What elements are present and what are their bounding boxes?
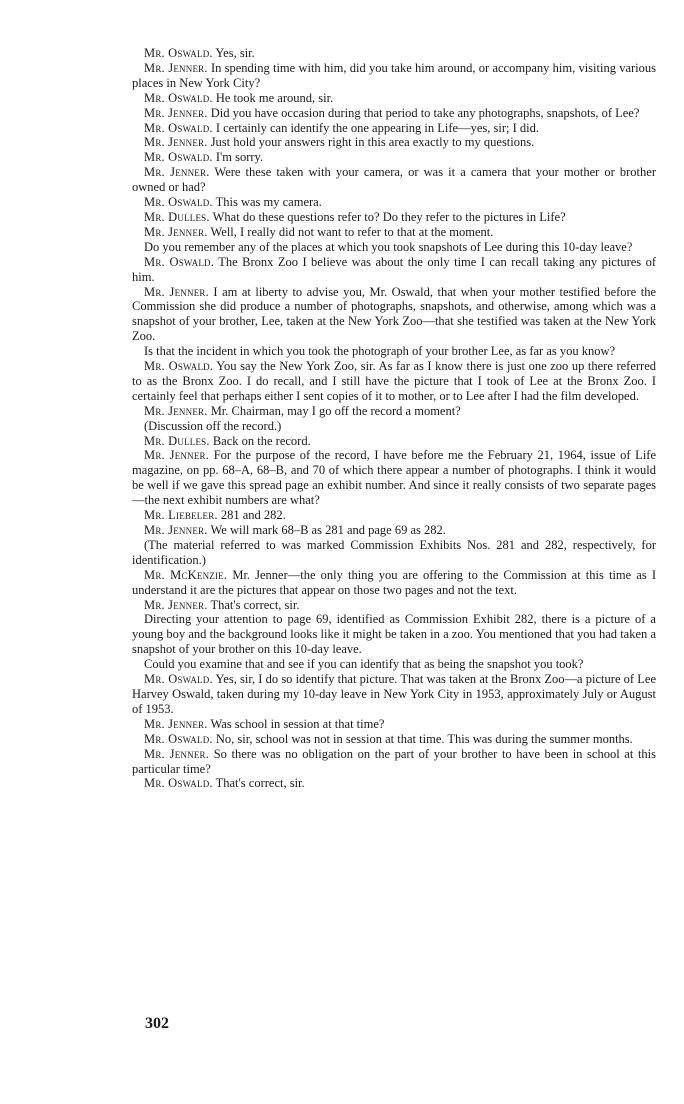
paragraph-text: I am at liberty to advise you, Mr. Oswald, that when your mother testified before the Commission she did produce a number of photographs, snapshots, and otherwise, among which was a snapshot of your brother, Lee, taken at the New York Zoo—that she testified was taken at the New York Zoo. — [132, 284, 656, 344]
speaker-name: Mr. Jenner. — [144, 60, 208, 75]
transcript-paragraph — [132, 135, 656, 150]
transcript-paragraph — [132, 359, 656, 404]
transcript-paragraph — [132, 657, 656, 672]
transcript-paragraph — [132, 46, 656, 61]
speaker-name: Mr. Oswald. — [144, 46, 213, 60]
transcript-paragraph — [132, 598, 656, 613]
paragraph-text: He took me around, sir. — [215, 90, 334, 105]
paragraph-text: In spending time with him, did you take him around, or accompany him, visiting various places in New York City? — [132, 60, 656, 90]
speaker-name: Mr. Oswald. — [144, 195, 213, 210]
paragraph-text: What do these questions refer to? Do they refer to the pictures in Life? — [212, 209, 566, 224]
speaker-name: Mr. Jenner. — [144, 135, 208, 150]
transcript-paragraph — [132, 419, 656, 434]
speaker-name: Mr. Oswald. — [144, 359, 214, 374]
transcript-paragraph — [132, 448, 656, 508]
paragraph-text: I'm sorry. — [215, 150, 264, 165]
transcript-paragraph — [132, 195, 656, 210]
page-number: 302 — [145, 1015, 169, 1032]
speaker-name: Mr. Oswald. — [144, 776, 213, 791]
transcript-paragraph — [132, 91, 656, 106]
speaker-name: Mr. Oswald. — [144, 731, 213, 746]
speaker-name: Mr. Jenner. — [144, 105, 208, 120]
paragraph-text: For the purpose of the record, I have before me the February 21, 1964, issue of Life magazine, on pp. 68–A, 68–B, and 70 of which there appear a number of photographs. I think it would be well if we gave this spread page an exhibit number. And since it really consists of two separate pages—the next exhibit numbers are what? — [132, 448, 656, 508]
transcript-paragraph — [132, 523, 656, 538]
paragraph-text: The Bronx Zoo I believe was about the only time I can recall taking any pictures of him. — [132, 254, 657, 284]
paragraph-text: Mr. Chairman, may I go off the record a moment? — [210, 403, 461, 418]
transcript-paragraph — [132, 404, 656, 419]
paragraph-text: (Discussion off the record.) — [144, 418, 282, 433]
paragraph-text: Yes, sir. — [215, 46, 255, 60]
transcript-paragraph — [132, 255, 656, 285]
speaker-name: Mr. Oswald. — [144, 120, 213, 135]
transcript-paragraph — [132, 434, 656, 449]
speaker-name: Mr. Oswald. — [144, 254, 215, 269]
speaker-name: Mr. Jenner. — [144, 746, 210, 761]
paragraph-text: That's correct, sir. — [215, 776, 305, 791]
paragraph-text: Just hold your answers right in this area exactly to my questions. — [210, 135, 535, 150]
transcript-paragraph — [132, 106, 656, 121]
paragraph-text: I certainly can identify the one appearing in Life—yes, sir; I did. — [215, 120, 539, 135]
transcript-paragraph — [132, 776, 656, 791]
transcript-paragraph — [132, 672, 656, 717]
transcript-paragraph — [132, 61, 656, 91]
speaker-name: Mr. Oswald. — [144, 90, 213, 105]
paragraph-text: Could you examine that and see if you can identify that as being the snapshot you took? — [144, 657, 584, 672]
paragraph-text: 281 and 282. — [220, 508, 286, 523]
transcript-paragraph — [132, 165, 656, 195]
speaker-name: Mr. Liebeler. — [144, 508, 218, 523]
speaker-name: Mr. Jenner. — [144, 403, 208, 418]
speaker-name: Mr. Jenner. — [144, 523, 208, 537]
transcript-paragraph — [132, 344, 656, 359]
paragraph-text: (The material referred to was marked Commission Exhibits Nos. 281 and 282, respectively, for identification.) — [132, 537, 656, 567]
paragraph-text: Back on the record. — [212, 433, 311, 448]
paragraph-text: Was school in session at that time? — [210, 716, 385, 731]
speaker-name: Mr. Jenner. — [144, 716, 208, 731]
paragraph-text: No, sir, school was not in session at that time. This was during the summer months. — [215, 731, 633, 746]
transcript-paragraph — [132, 150, 656, 165]
transcript-paragraph — [132, 285, 656, 345]
speaker-name: Mr. Jenner. — [144, 224, 208, 239]
transcript-page — [132, 46, 656, 791]
paragraph-text: Did you have occasion during that period to take any photographs, snapshots, of Lee? — [210, 105, 640, 120]
speaker-name: Mr. Oswald. — [144, 672, 213, 687]
paragraph-text: Do you remember any of the places at which you took snapshots of Lee during this 10-day leave? — [144, 239, 633, 254]
paragraph-text: That's correct, sir. — [210, 597, 300, 612]
speaker-name: Mr. Jenner. — [144, 597, 208, 612]
transcript-paragraph — [132, 508, 656, 523]
paragraph-text: This was my camera. — [215, 195, 322, 210]
transcript-paragraph — [132, 612, 656, 657]
paragraph-text: Mr. Jenner—the only thing you are offering to the Commission at this time as I understand it are the pictures that appear on those two pages and not the text. — [132, 567, 656, 597]
speaker-name: Mr. Jenner. — [144, 448, 210, 463]
transcript-paragraph — [132, 121, 656, 136]
speaker-name: Mr. Jenner. — [144, 284, 209, 299]
speaker-name: Mr. Dulles. — [144, 209, 210, 224]
paragraph-text: We will mark 68–B as 281 and page 69 as 282. — [210, 523, 446, 537]
paragraph-text: Well, I really did not want to refer to that at the moment. — [210, 224, 494, 239]
transcript-paragraph — [132, 225, 656, 240]
paragraph-text: Were these taken with your camera, or was it a camera that your mother or brother owned or had? — [132, 165, 656, 195]
paragraph-text: So there was no obligation on the part of your brother to have been in school at this particular time? — [132, 746, 657, 776]
transcript-paragraph — [132, 732, 656, 747]
speaker-name: Mr. McKenzie. — [144, 567, 228, 582]
transcript-paragraph — [132, 210, 656, 225]
transcript-paragraph — [132, 717, 656, 732]
speaker-name: Mr. Dulles. — [144, 433, 210, 448]
transcript-paragraph — [132, 538, 656, 568]
paragraph-text: Is that the incident in which you took the photograph of your brother Lee, as far as you know? — [144, 344, 616, 359]
transcript-body — [132, 46, 656, 791]
transcript-paragraph — [132, 568, 656, 598]
speaker-name: Mr. Oswald. — [144, 150, 213, 165]
paragraph-text: Directing your attention to page 69, identified as Commission Exhibit 282, there is a picture of a young boy and the background looks like it might be taken in a zoo. You mentioned that you had taken a snapshot of your brother on this 10-day leave. — [132, 612, 656, 657]
paragraph-text: You say the New York Zoo, sir. As far as I know there is just one zoo up there referred to as the Bronx Zoo. I do recall, and I still have the picture that I took of Lee at the Bronx Zoo. I certainly feel that perhaps either I sent copies of it to mother, or to Lee after I had the film developed. — [132, 359, 656, 403]
transcript-paragraph — [132, 747, 656, 777]
speaker-name: Mr. Jenner. — [144, 165, 210, 180]
transcript-paragraph — [132, 240, 656, 255]
paragraph-text: Yes, sir, I do so identify that picture. That was taken at the Bronx Zoo—a picture of Lee Harvey Oswald, taken during my 10-day leave in New York City in 1953, approximately July or August of 1953. — [132, 672, 656, 716]
